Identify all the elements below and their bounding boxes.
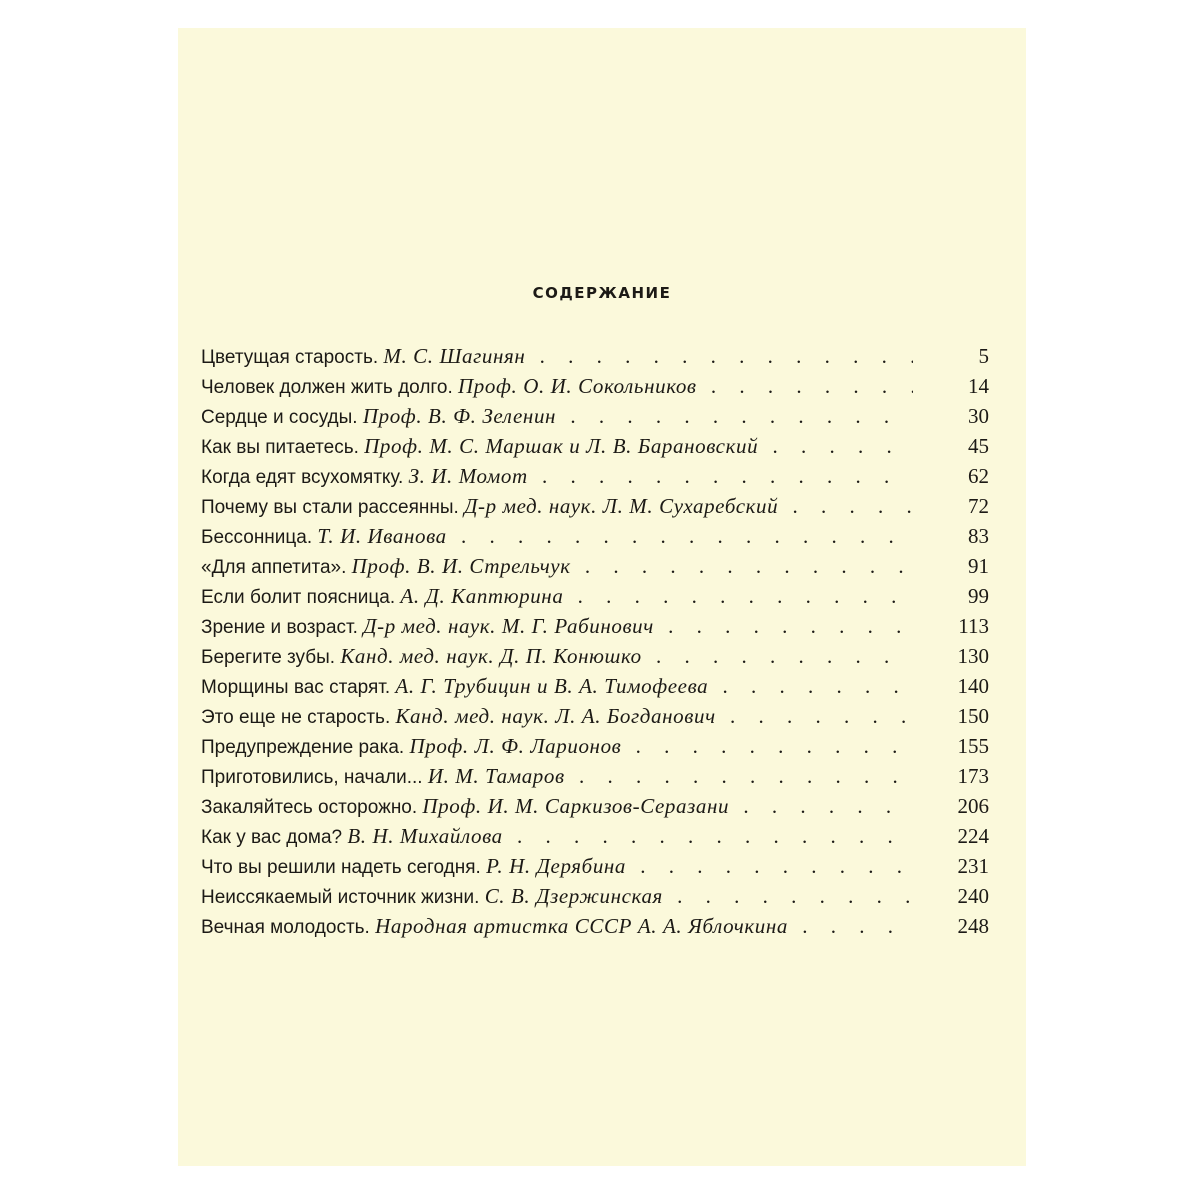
toc-entry-text [201, 911, 913, 943]
entry-author: Р. Н. Дерябина [486, 854, 627, 878]
toc-entry [201, 701, 989, 731]
entry-author: Проф. М. С. Маршак и Л. В. Барановский [364, 434, 759, 458]
book-page [178, 28, 1026, 1166]
entry-title: Если болит поясница. [201, 587, 396, 608]
toc-entry [201, 341, 989, 371]
entry-page-number: 72 [968, 494, 989, 518]
entry-author: Д-р мед. наук. М. Г. Рабинович [363, 614, 654, 638]
entry-author: З. И. Момот [408, 464, 528, 488]
toc-entry-text [201, 581, 913, 613]
entry-page-number: 130 [957, 644, 989, 668]
entry-page-number: 231 [957, 854, 989, 878]
toc-entry-text [201, 701, 913, 733]
toc-entry [201, 371, 989, 401]
entry-title: Цветущая старость. [201, 347, 379, 368]
entry-page-number: 62 [968, 464, 989, 488]
toc-entry [201, 581, 989, 611]
entry-page-number: 173 [957, 764, 989, 788]
toc-entry-text [201, 851, 913, 883]
entry-page-number: 5 [978, 344, 989, 368]
toc-entry-text [201, 371, 913, 403]
entry-page-number: 240 [957, 884, 989, 908]
entry-page-number: 155 [957, 734, 989, 758]
entry-author: С. В. Дзержинская [484, 884, 663, 908]
toc-entry-text [201, 881, 913, 913]
toc-entry [201, 761, 989, 791]
toc-entry [201, 881, 989, 911]
toc-entry-text [201, 671, 913, 703]
entry-page-number: 224 [957, 824, 989, 848]
toc-entry [201, 821, 989, 851]
entry-author: Проф. Л. Ф. Ларионов [409, 734, 622, 758]
entry-title: Приготовились, начали... [201, 767, 423, 788]
toc-entry [201, 431, 989, 461]
entry-title: Сердце и сосуды. [201, 407, 358, 428]
entry-author: Д-р мед. наук. Л. М. Сухаребский [464, 494, 779, 518]
entry-author: Проф. И. М. Саркизов-Серазани [422, 794, 730, 818]
toc-entry-text [201, 491, 913, 523]
entry-page-number: 14 [968, 374, 989, 398]
toc-list [201, 341, 989, 941]
entry-page-number: 45 [968, 434, 989, 458]
toc-entry-text [201, 461, 913, 493]
toc-entry-text [201, 761, 913, 793]
toc-entry [201, 731, 989, 761]
entry-title: Берегите зубы. [201, 647, 336, 668]
entry-title: Закаляйтесь осторожно. [201, 797, 418, 818]
entry-page-number: 91 [968, 554, 989, 578]
toc-entry-text [201, 641, 913, 673]
toc-entry [201, 521, 989, 551]
entry-title: Что вы решили надеть сегодня. [201, 857, 481, 878]
entry-title: Почему вы стали рассеянны. [201, 497, 459, 518]
toc-entry-text [201, 431, 913, 463]
entry-title: Это еще не старость. [201, 707, 391, 728]
entry-page-number: 113 [958, 614, 989, 638]
entry-author: Канд. мед. наук. Л. А. Богданович [395, 704, 716, 728]
entry-page-number: 248 [957, 914, 989, 938]
entry-title: Как у вас дома? [201, 827, 343, 848]
toc-entry [201, 791, 989, 821]
toc-entry-text [201, 341, 913, 373]
toc-entry [201, 401, 989, 431]
toc-entry [201, 641, 989, 671]
entry-title: Морщины вас старят. [201, 677, 391, 698]
toc-entry [201, 461, 989, 491]
toc-entry [201, 611, 989, 641]
entry-title: «Для аппетита». [201, 557, 347, 578]
entry-author: В. Н. Михайлова [347, 824, 503, 848]
toc-entry [201, 671, 989, 701]
entry-title: Предупреждение рака. [201, 737, 405, 758]
toc-entry-text [201, 731, 913, 763]
entry-title: Как вы питаетесь. [201, 437, 359, 458]
toc-heading: СОДЕРЖАНИЕ [532, 284, 672, 302]
entry-title: Неиссякаемый источник жизни. [201, 887, 480, 908]
toc-entry-text [201, 791, 913, 823]
entry-page-number: 99 [968, 584, 989, 608]
entry-page-number: 83 [968, 524, 989, 548]
entry-author: Народная артистка СССР А. А. Яблочкина [375, 914, 788, 938]
entry-page-number: 30 [968, 404, 989, 428]
entry-author: М. С. Шагинян [383, 344, 526, 368]
toc-entry-text [201, 611, 913, 643]
entry-author: Проф. В. И. Стрельчук [351, 554, 571, 578]
entry-title: Когда едят всухомятку. [201, 467, 404, 488]
entry-author: Проф. В. Ф. Зеленин [362, 404, 557, 428]
entry-author: Канд. мед. наук. Д. П. Конюшко [340, 644, 642, 668]
entry-author: Т. И. Иванова [317, 524, 447, 548]
toc-entry [201, 551, 989, 581]
toc-entry-text [201, 521, 913, 553]
entry-title: Бессонница. [201, 527, 313, 548]
entry-author: И. М. Тамаров [427, 764, 565, 788]
entry-page-number: 140 [957, 674, 989, 698]
toc-entry-text [201, 401, 913, 433]
entry-title: Зрение и возраст. [201, 617, 358, 638]
entry-title: Человек должен жить долго. [201, 377, 453, 398]
entry-title: Вечная молодость. [201, 917, 370, 938]
toc-entry-text [201, 821, 913, 853]
entry-author: Проф. О. И. Сокольников [458, 374, 697, 398]
entry-author: А. Д. Каптюрина [400, 584, 564, 608]
toc-entry [201, 911, 989, 941]
entry-page-number: 150 [957, 704, 989, 728]
toc-entry [201, 851, 989, 881]
entry-page-number: 206 [957, 794, 989, 818]
toc-entry-text [201, 551, 913, 583]
entry-author: А. Г. Трубицин и В. А. Тимофеева [395, 674, 709, 698]
toc-entry [201, 491, 989, 521]
